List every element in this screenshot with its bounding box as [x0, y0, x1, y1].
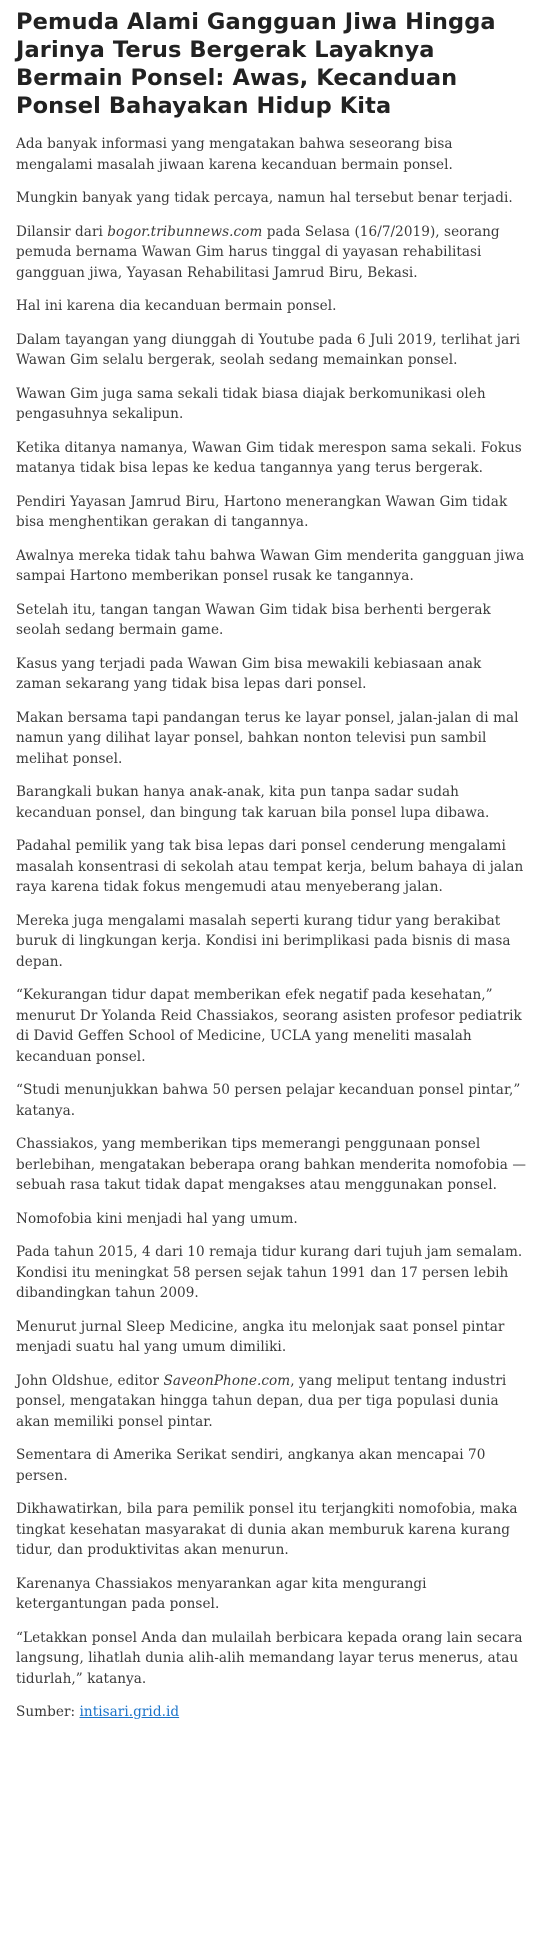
paragraph-8: Pendiri Yayasan Jamrud Biru, Hartono menerangkan Wawan Gim tidak bisa menghentikan gerakan di tangannya.	[16, 493, 508, 530]
source-label: Sumber:	[16, 1704, 80, 1720]
paragraph-20: Pada tahun 2015, 4 dari 10 remaja tidur kurang dari tujuh jam semalam. Kondisi itu meningkat 58 persen sejak tahun 1991 dan 17 persen lebih dibandingkan tahun 2009.	[16, 1244, 523, 1301]
paragraph-21: Menurut jurnal Sleep Medicine, angka itu melonjak saat ponsel pintar menjadi suatu hal yang umum dimiliki.	[16, 1318, 505, 1355]
paragraph-9: Awalnya mereka tidak tahu bahwa Wawan Gim menderita gangguan jiwa sampai Hartono memberikan ponsel rusak ke tangannya.	[16, 547, 525, 584]
paragraph-3	[16, 222, 526, 284]
paragraph-25: Karenanya Chassiakos menyarankan agar kita mengurangi ketergantungan pada ponsel.	[16, 1575, 427, 1612]
source-line	[16, 1702, 526, 1723]
editor-site-name: SaveonPhone.com	[163, 1372, 291, 1389]
paragraph-2: Mungkin banyak yang tidak percaya, namun hal tersebut benar terjadi.	[16, 190, 513, 206]
paragraph-12: Makan bersama tapi pandangan terus ke layar ponsel, jalan-jalan di mal namun yang dilihat layar ponsel, bahkan nonton televisi pun sambil melihat ponsel.	[16, 709, 519, 767]
paragraph-3-text: pada Selasa (16/7/2019), seorang pemuda bernama Wawan Gim harus tinggal di yayasan rehabilitasi gangguan jiwa, Yayasan Rehabilitasi Jamrud Biru, Bekasi.	[16, 223, 500, 281]
paragraph-7: Ketika ditanya namanya, Wawan Gim tidak merespon sama sekali. Fokus matanya tidak bisa lepas ke kedua tangannya yang terus bergerak.	[16, 439, 522, 476]
paragraph-17: “Studi menunjukkan bahwa 50 persen pelajar kecanduan ponsel pintar,” katanya.	[16, 1082, 521, 1119]
paragraph-1: Ada banyak informasi yang mengatakan bahwa seseorang bisa mengalami masalah jiwaan karena kecanduan bermain ponsel.	[16, 136, 453, 173]
paragraph-10: Setelah itu, tangan tangan Wawan Gim tidak bisa berhenti bergerak seolah sedang bermain game.	[16, 601, 491, 638]
source-site-name: bogor.tribunnews.com	[107, 223, 263, 240]
paragraph-14: Padahal pemilik yang tak bisa lepas dari ponsel cenderung mengalami masalah konsentrasi di sekolah atau tempat kerja, belum bahaya di jalan raya karena tidak fokus mengemudi atau menyeberang jalan.	[16, 838, 524, 895]
paragraph-26: “Letakkan ponsel Anda dan mulailah berbicara kepada orang lain secara langsung, lihatlah dunia alih-alih memandang layar terus menerus, atau tidurlah,” katanya.	[16, 1629, 523, 1687]
paragraph-5: Dalam tayangan yang diunggah di Youtube pada 6 Juli 2019, terlihat jari Wawan Gim selalu bergerak, seolah sedang memainkan ponsel.	[16, 331, 521, 368]
paragraph-18: Chassiakos, yang memberikan tips memerangi penggunaan ponsel berlebihan, mengatakan beberapa orang bahkan menderita nomofobia —sebuah rasa takut tidak dapat mengakses atau menggunakan ponsel.	[16, 1136, 526, 1193]
paragraph-24: Dikhawatirkan, bila para pemilik ponsel itu terjangkiti nomofobia, maka tingkat kesehatan masyarakat di dunia akan memburuk karena kurang tidur, dan produktivitas akan menurun.	[16, 1501, 518, 1558]
paragraph-11: Kasus yang terjadi pada Wawan Gim bisa mewakili kebiasaan anak zaman sekarang yang tidak bisa lepas dari ponsel.	[16, 655, 482, 692]
paragraph-6: Wawan Gim juga sama sekali tidak biasa diajak berkomunikasi oleh pengasuhnya sekalipun.	[16, 385, 486, 422]
paragraph-19: Nomofobia kini menjadi hal yang umum.	[16, 1210, 298, 1227]
source-link[interactable]: intisari.grid.id	[79, 1704, 180, 1720]
paragraph-22-text: , yang meliput tentang industri ponsel, mengatakan hingga tahun depan, dua per tiga populasi dunia akan memiliki ponsel pintar.	[16, 1372, 507, 1430]
paragraph-23: Sementara di Amerika Serikat sendiri, angkanya akan mencapai 70 persen.	[16, 1447, 486, 1484]
paragraph-15: Mereka juga mengalami masalah seperti kurang tidur yang berakibat buruk di lingkungan kerja. Kondisi ini berimplikasi pada bisnis di masa depan.	[16, 912, 511, 970]
paragraph-22	[16, 1371, 526, 1433]
paragraph-3-intro: Dilansir dari	[16, 223, 108, 240]
article-body	[14, 134, 526, 1723]
paragraph-13: Barangkali bukan hanya anak-anak, kita pun tanpa sadar sudah kecanduan ponsel, dan bingung tak karuan bila ponsel lupa dibawa.	[16, 784, 490, 821]
article-title: Pemuda Alami Gangguan Jiwa Hingga Jarinya Terus Bergerak Layaknya Bermain Ponsel: Awas, Kecanduan Ponsel Bahayakan Hidup Kita	[16, 9, 496, 119]
paragraph-22-intro: John Oldshue, editor	[16, 1372, 164, 1389]
paragraph-16: “Kekurangan tidur dapat memberikan efek negatif pada kesehatan,” menurut Dr Yolanda Reid Chassiakos, seorang asisten profesor pediatrik di David Geffen School of Medicine, UCLA yang meneliti masalah kecanduan ponsel.	[16, 987, 522, 1065]
paragraph-4: Hal ini karena dia kecanduan bermain ponsel.	[16, 298, 337, 314]
